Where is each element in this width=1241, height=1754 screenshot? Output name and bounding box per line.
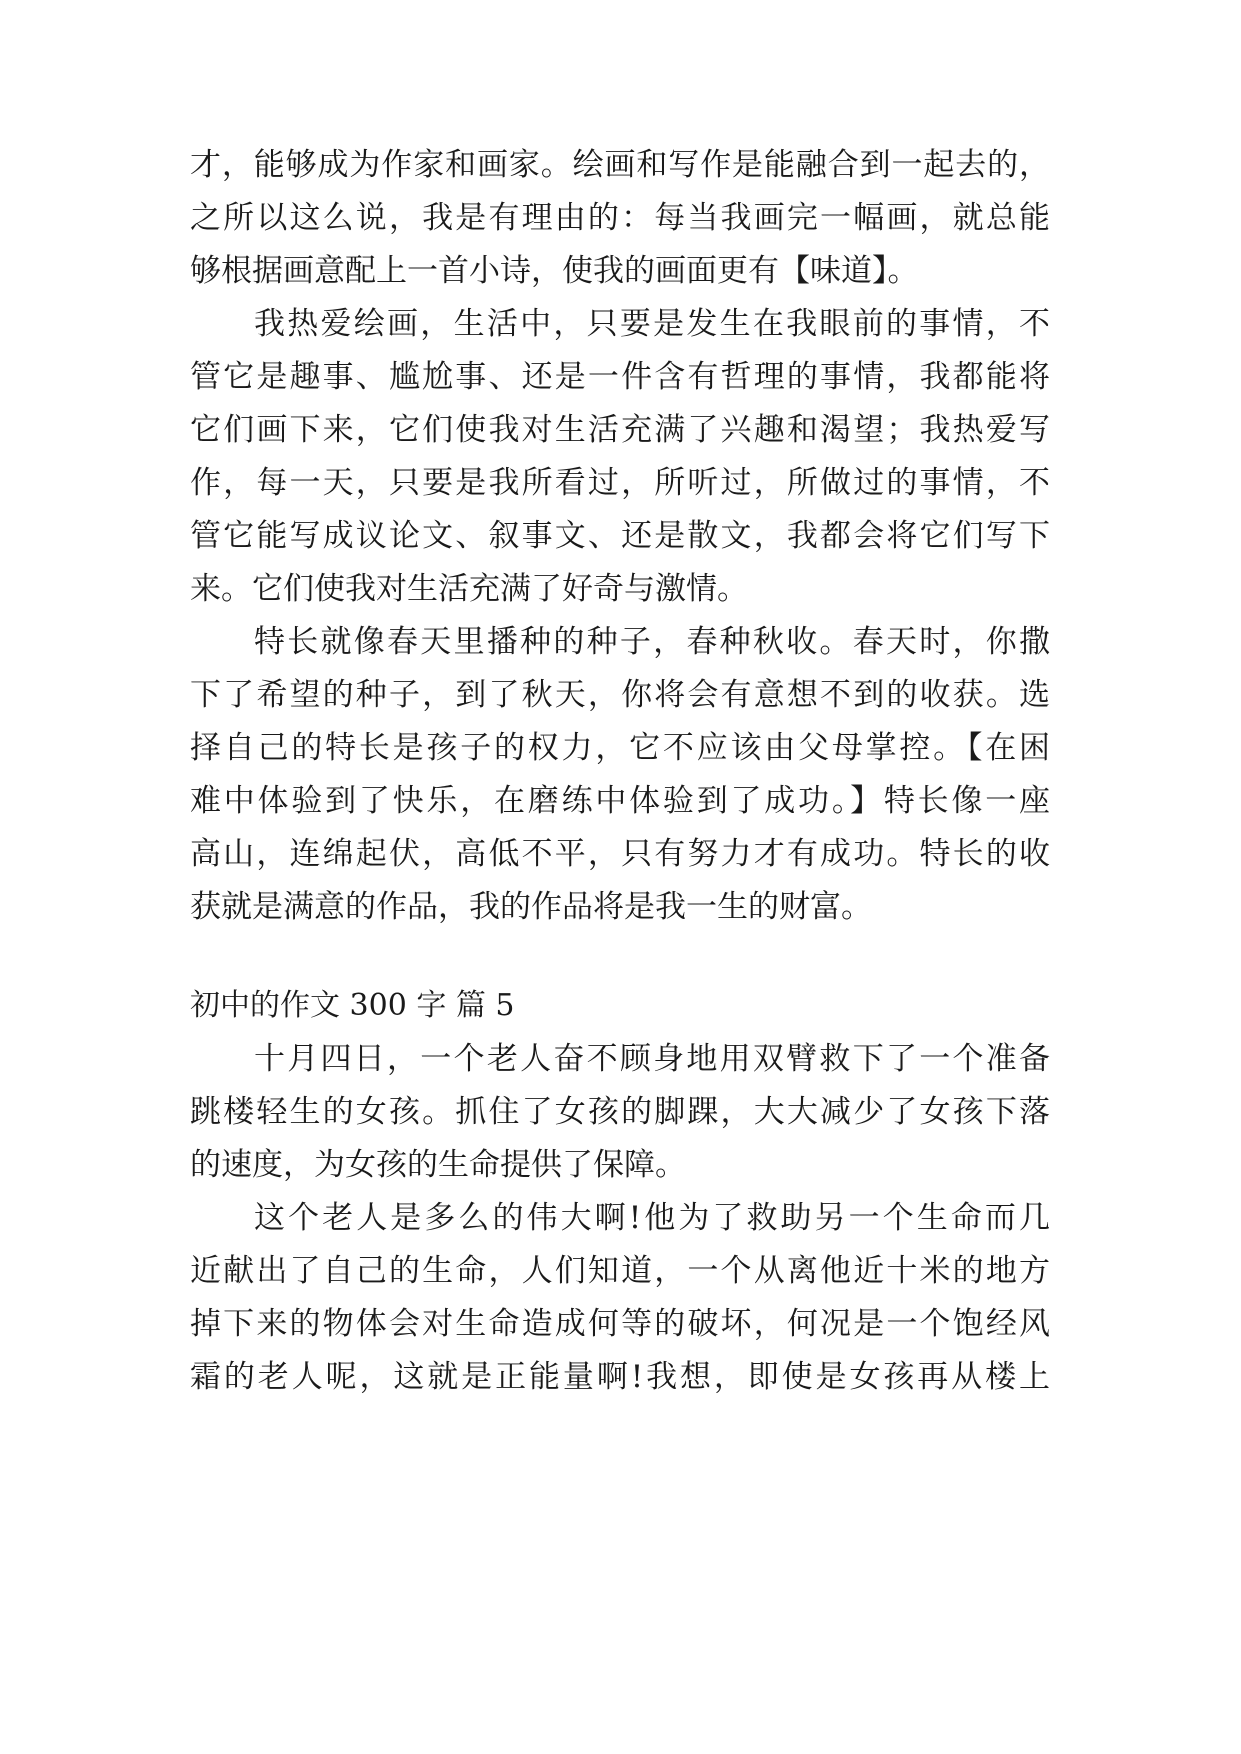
text-line: 难中体验到了快乐，在磨练中体验到了成功。】特长像一座 bbox=[190, 783, 1050, 819]
text-line: 它们画下来，它们使我对生活充满了兴趣和渴望；我热爱写 bbox=[190, 412, 1050, 448]
text-line: 才，能够成为作家和画家。绘画和写作是能融合到一起去的， bbox=[190, 147, 1050, 183]
text-line: 之所以这么说，我是有理由的：每当我画完一幅画，就总能 bbox=[190, 200, 1050, 236]
text-line: 作，每一天，只要是我所看过，所听过，所做过的事情，不 bbox=[190, 465, 1050, 501]
text-line: 十月四日，一个老人奋不顾身地用双臂救下了一个准备 bbox=[254, 1041, 1050, 1077]
text-line: 高山，连绵起伏，高低不平，只有努力才有成功。特长的收 bbox=[190, 836, 1050, 872]
text-line: 这个老人是多么的伟大啊!他为了救助另一个生命而几 bbox=[254, 1200, 1050, 1236]
text-line: 近献出了自己的生命，人们知道，一个从离他近十米的地方 bbox=[190, 1253, 1050, 1289]
text-line: 来。它们使我对生活充满了好奇与激情。 bbox=[190, 571, 748, 607]
text-line: 跳楼轻生的女孩。抓住了女孩的脚踝，大大减少了女孩下落 bbox=[190, 1094, 1050, 1130]
text-line: 管它能写成议论文、叙事文、还是散文，我都会将它们写下 bbox=[190, 518, 1050, 554]
text-line: 霜的老人呢，这就是正能量啊!我想，即使是女孩再从楼上 bbox=[190, 1359, 1050, 1395]
text-line: 够根据画意配上一首小诗，使我的画面更有【味道】。 bbox=[190, 253, 919, 289]
text-line: 掉下来的物体会对生命造成何等的破坏，何况是一个饱经风 bbox=[190, 1306, 1050, 1342]
text-line: 管它是趣事、尴尬事、还是一件含有哲理的事情，我都能将 bbox=[190, 359, 1050, 395]
section-heading: 初中的作文 300 字 篇 5 bbox=[190, 988, 515, 1023]
text-line: 特长就像春天里播种的种子，春种秋收。春天时，你撒 bbox=[254, 624, 1050, 660]
text-line: 下了希望的种子，到了秋天，你将会有意想不到的收获。选 bbox=[190, 677, 1050, 713]
text-line: 获就是满意的作品，我的作品将是我一生的财富。 bbox=[190, 889, 872, 925]
text-line: 的速度，为女孩的生命提供了保障。 bbox=[190, 1147, 686, 1183]
text-line: 择自己的特长是孩子的权力，它不应该由父母掌控。【在困 bbox=[190, 730, 1050, 766]
text-line: 我热爱绘画，生活中，只要是发生在我眼前的事情，不 bbox=[254, 306, 1050, 342]
